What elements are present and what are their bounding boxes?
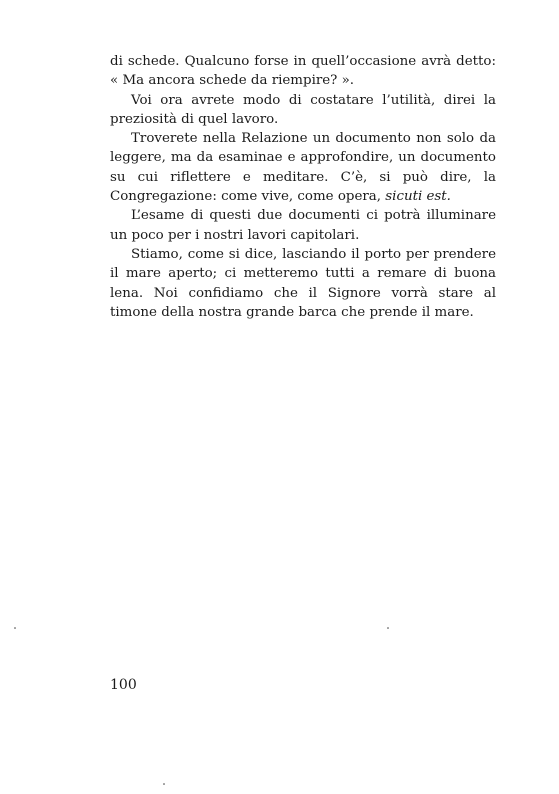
paragraph-3-text: Troverete nella Relazione un documento non solo da leggere, ma da esaminae e approfondire, un documento su cui riflettere e meditare. C’è, si può dire, la Congregazione: come vive, come opera, [110, 131, 496, 205]
paragraph-5: Stiamo, come si dice, lasciando il porto per prendere il mare aperto; ci metteremo tutti a remare di buona lena. Noi confidiamo che il Signore vorrà stare al timone della nostra grande barca che prende il mare. [110, 246, 496, 320]
paragraph-2: Voi ora avrete modo di costatare l’utilità, direi la preziosità di quel lavoro. [110, 92, 496, 127]
page-number: 100 [110, 677, 137, 693]
scan-speck [14, 627, 16, 629]
paragraph-3-italic: sicuti est. [385, 189, 451, 205]
body-text [110, 52, 496, 322]
scan-speck [163, 783, 165, 785]
scan-speck [387, 627, 389, 629]
paragraph-3 [110, 129, 496, 206]
paragraph-1: di schede. Qualcuno forse in quell’occasione avrà detto: « Ma ancora schede da riempire? ». [110, 54, 496, 89]
paragraph-4: L’esame di questi due documenti ci potrà illuminare un poco per i nostri lavori capitolari. [110, 208, 496, 243]
